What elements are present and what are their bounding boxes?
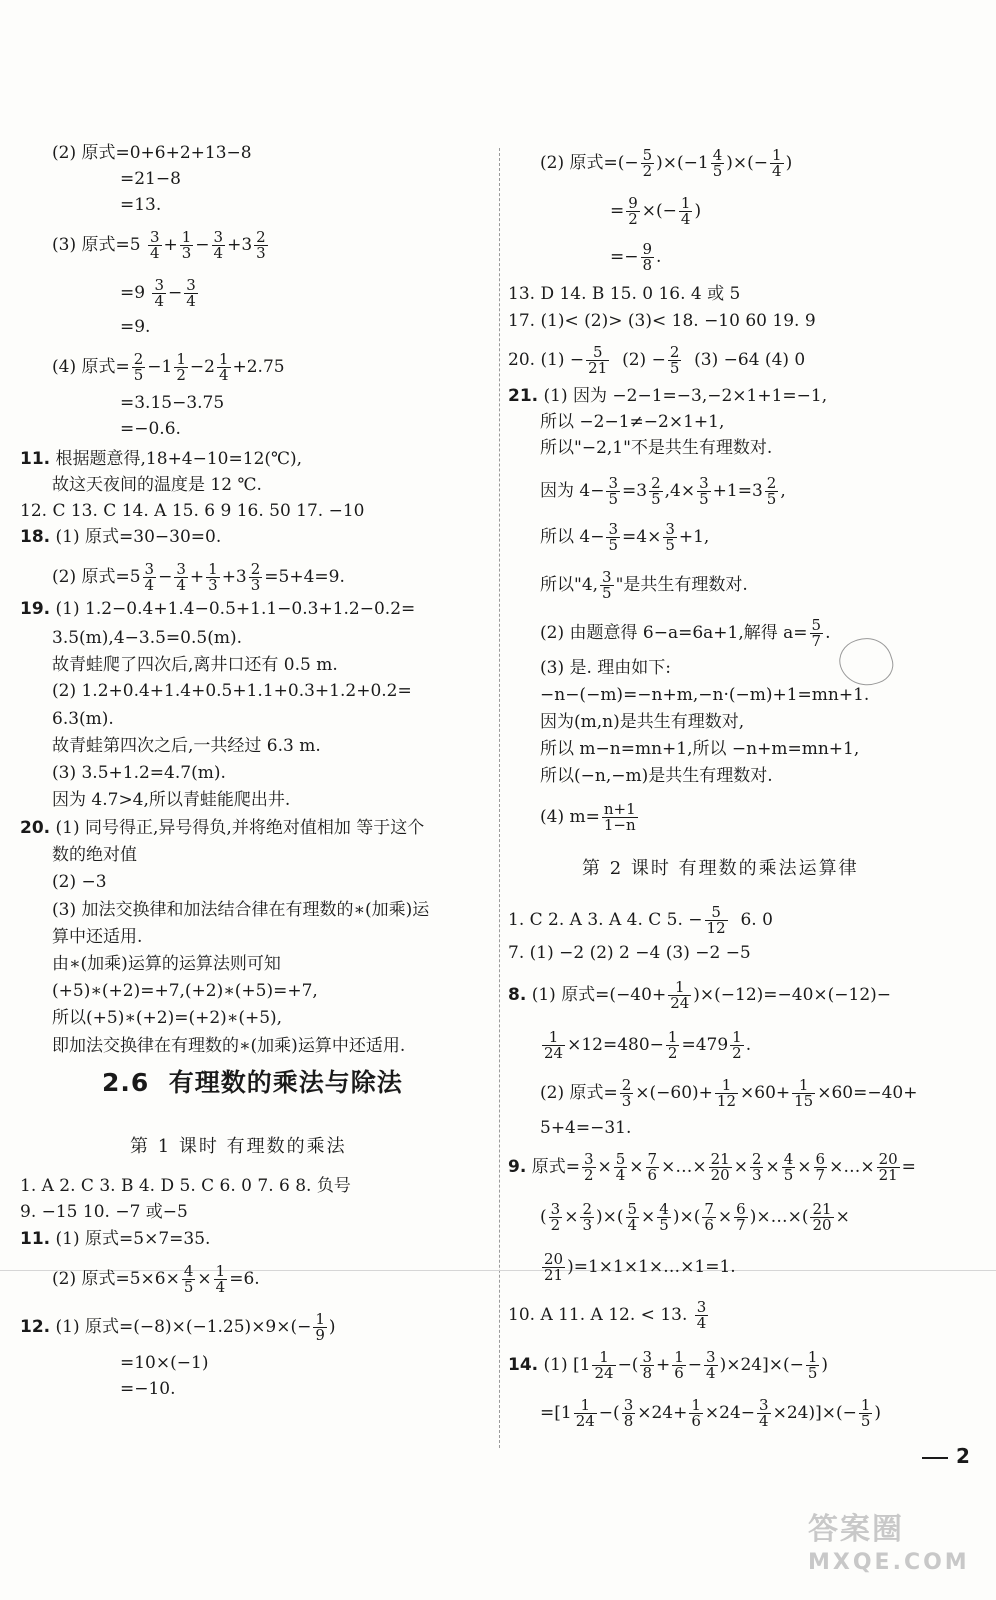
fraction: $\frac{1}{6}$ xyxy=(691,1396,701,1430)
line xyxy=(508,385,827,407)
fraction: $\frac{9}{2}$ xyxy=(628,194,638,228)
question-number: 8. xyxy=(508,985,527,1005)
fraction: $\frac{1}{15}$ xyxy=(794,1076,814,1110)
fraction: $\frac{1}{5}$ xyxy=(860,1396,871,1430)
fraction: $\frac{3}{5}$ xyxy=(602,568,612,602)
text: 6. 0 xyxy=(740,910,773,930)
fraction: $\frac{7}{6}$ xyxy=(647,1150,658,1184)
text: 20. (1) − xyxy=(508,350,585,370)
line xyxy=(20,1228,210,1250)
text: (2) 原式=5×6× xyxy=(52,1269,180,1289)
fraction: $\frac{3}{5}$ xyxy=(608,474,619,508)
page-dash xyxy=(922,1457,948,1459)
fraction: $\frac{1}{24}$ xyxy=(594,1348,614,1382)
text: )×(− xyxy=(726,153,769,173)
line xyxy=(20,448,302,470)
line: 所以(+5)∗(+2)=(+2)∗(+5), xyxy=(52,1008,283,1028)
watermark-line2: MXQE.COM xyxy=(808,1550,970,1575)
text: (2) 原式= xyxy=(540,1083,618,1103)
line xyxy=(540,570,748,601)
fraction: $\frac{n+1}{1-n}$ xyxy=(603,800,636,834)
line: (2) 原式=0+6+2+13−8 xyxy=(52,143,252,163)
fraction: $\frac{5}{7}$ xyxy=(811,616,822,650)
fraction: $\frac{2}{5}$ xyxy=(766,474,777,508)
line: =−0.6. xyxy=(120,419,181,439)
text: (1) 因为 −2−1=−3,−2×1+1=−1, xyxy=(543,386,828,406)
text: ,4× xyxy=(664,481,696,501)
answer-row: 12. C 13. C 14. A 15. 6 9 16. 50 17. −10 xyxy=(20,501,365,521)
fraction: $\frac{3}{8}$ xyxy=(623,1396,634,1430)
line: 14. (1) [1 $\frac{1}{24}$ −( $\frac{3}{8}$ + $\frac{1}{6}$ − $\frac{3}{4}$ )×24]×(− $\frac{1}{5}$ ) xyxy=(508,1348,829,1382)
answer-row: 13. D 14. B 15. 0 16. 4 或 5 xyxy=(508,284,741,304)
line: (2) 原式=5 $\frac{3}{4}$ − $\frac{3}{4}$ + $\frac{1}{3}$ +3 $\frac{2}{3}$ =5+4=9. xyxy=(52,560,345,594)
fraction: $\frac{21}{20}$ xyxy=(710,1150,730,1184)
line xyxy=(540,522,709,553)
text: =3 xyxy=(622,481,648,501)
fraction: $\frac{3}{4}$ xyxy=(186,276,196,310)
question-number: 18. xyxy=(20,527,51,547)
fraction: $\frac{1}{12}$ xyxy=(716,1076,737,1110)
section-title: 有理数的乘法与除法 xyxy=(168,1068,403,1097)
text: 根据题意得,18+4−10=12(℃), xyxy=(55,449,303,469)
fraction: $\frac{1}{2}$ xyxy=(667,1028,678,1062)
section-heading xyxy=(102,1063,403,1099)
text: =− xyxy=(610,247,639,267)
line: 由∗(加乘)运算的运算法则可知 xyxy=(52,954,281,974)
text: ×12=480− xyxy=(567,1035,664,1055)
question-number: 9. xyxy=(508,1157,527,1177)
fraction: $\frac{5}{4}$ xyxy=(615,1150,626,1184)
text: (4) m= xyxy=(540,807,600,827)
line: = $\frac{9}{2}$ ×(− $\frac{1}{4}$ ) xyxy=(610,194,702,228)
fraction: $\frac{1}{6}$ xyxy=(674,1348,684,1382)
line: ( $\frac{3}{2}$ × $\frac{2}{3}$ )×( $\frac{5}{4}$ × $\frac{4}{5}$ )×( $\frac{7}{6}$ × $\frac{6}{7}$ )×…×( $\frac{21}{20}$ × xyxy=(540,1200,850,1234)
text: +2.75 xyxy=(232,357,285,377)
text: (4) 原式= xyxy=(52,357,130,377)
fraction: $\frac{1}{24}$ xyxy=(670,978,690,1012)
line xyxy=(20,598,415,620)
answer-row: 17. (1)< (2)> (3)< 18. −10 60 19. 9 xyxy=(508,311,816,331)
fraction: $\frac{1}{24}$ xyxy=(544,1028,564,1062)
line: 故青蛙第四次之后,一共经过 6.3 m. xyxy=(52,736,321,756)
answer-row: 1. A 2. C 3. B 4. D 5. C 6. 0 7. 6 8. 负号 xyxy=(20,1176,351,1196)
fraction: $\frac{4}{5}$ xyxy=(712,146,723,180)
fraction: $\frac{1}{2}$ xyxy=(732,1028,742,1062)
line: 所以 −2−1≠−2×1+1, xyxy=(540,412,725,432)
answer-row: 9. −15 10. −7 或−5 xyxy=(20,1202,188,1222)
text: =[1 xyxy=(540,1403,572,1423)
line: (+5)∗(+2)=+7,(+2)∗(+5)=+7, xyxy=(52,981,318,1001)
text: 原式= xyxy=(531,1157,580,1177)
text: =4× xyxy=(622,527,662,547)
fraction: $\frac{2}{3}$ xyxy=(621,1076,632,1110)
text: +1=3 xyxy=(712,481,763,501)
fraction: $\frac{3}{4}$ xyxy=(149,228,160,262)
line: 故这天夜间的温度是 12 ℃. xyxy=(52,475,262,495)
line: 3.5(m),4−3.5=0.5(m). xyxy=(52,628,242,648)
fraction: $\frac{2}{5}$ xyxy=(669,343,680,377)
fraction: $\frac{1}{4}$ xyxy=(680,194,691,228)
line: (4) 原式= $\frac{2}{5}$ −1 $\frac{1}{2}$ −2 $\frac{1}{4}$ +2.75 xyxy=(52,350,285,384)
text: =5+4=9. xyxy=(264,567,345,587)
text: ×60=−40+ xyxy=(817,1083,918,1103)
line xyxy=(540,1078,917,1109)
fraction: $\frac{1}{5}$ xyxy=(807,1348,818,1382)
line: 所以"−2,1"不是共生有理数对. xyxy=(540,438,773,458)
line: (2) 原式=(− $\frac{5}{2}$ )×(−1 $\frac{4}{5}$ )×(− $\frac{1}{4}$ ) xyxy=(540,146,793,180)
text: =1×1×1×…×1=1. xyxy=(573,1257,736,1277)
fraction: $\frac{5}{21}$ xyxy=(588,343,608,377)
line: −n−(−m)=−n+m,−n·(−m)+1=mn+1. xyxy=(540,685,870,705)
fraction: $\frac{7}{6}$ xyxy=(704,1200,714,1234)
line: 因为 4− $\frac{3}{5}$ =3 $\frac{2}{5}$ ,4× $\frac{3}{5}$ +1=3 $\frac{2}{5}$ , xyxy=(540,474,786,508)
text: (1) 1.2−0.4+1.4−0.5+1.1−0.3+1.2−0.2= xyxy=(55,599,416,619)
fraction: $\frac{2}{3}$ xyxy=(250,560,261,594)
fraction: $\frac{3}{4}$ xyxy=(213,228,224,262)
watermark-logo xyxy=(808,1504,988,1594)
fraction: $\frac{2}{3}$ xyxy=(751,1150,762,1184)
text: (1) 原式=(−40+ xyxy=(531,985,667,1005)
line: 算中还适用. xyxy=(52,927,143,947)
fraction: $\frac{5}{2}$ xyxy=(642,146,653,180)
question-number: 19. xyxy=(20,599,51,619)
fraction: $\frac{5}{4}$ xyxy=(627,1200,638,1234)
lesson-title: 第 1 课时 有理数的乘法 xyxy=(130,1136,347,1157)
line: $\frac{20}{21}$ )=1×1×1×…×1=1. xyxy=(544,1250,736,1284)
line: (3) 原式=5 $\frac{3}{4}$ + $\frac{1}{3}$ − $\frac{3}{4}$ +3 $\frac{2}{3}$ xyxy=(52,228,266,262)
text: ×(− xyxy=(641,201,677,221)
lesson-title: 第 2 课时 有理数的乘法运算律 xyxy=(582,858,859,879)
line xyxy=(20,817,424,839)
text: (1) 原式=30−30=0. xyxy=(55,527,222,547)
fraction: $\frac{2}{3}$ xyxy=(256,228,266,262)
fraction: $\frac{20}{21}$ xyxy=(878,1150,898,1184)
text: (3) 原式=5 xyxy=(52,235,141,255)
page-number xyxy=(922,1444,970,1468)
text: (1) 原式=5×7=35. xyxy=(55,1229,211,1249)
text: 1. C 2. A 3. A 4. C 5. − xyxy=(508,910,703,930)
text: 所以 4− xyxy=(540,527,605,547)
fraction: $\frac{3}{4}$ xyxy=(154,276,165,310)
fraction: $\frac{3}{4}$ xyxy=(696,1298,707,1332)
text: =9 xyxy=(120,283,146,303)
line: (2) 原式=5×6× $\frac{4}{5}$ × $\frac{1}{4}$ =6. xyxy=(52,1262,260,1296)
fraction: $\frac{2}{3}$ xyxy=(582,1200,592,1234)
line: =−10. xyxy=(120,1379,176,1399)
line: 所以(−n,−m)是共生有理数对. xyxy=(540,766,773,786)
question-number: 14. xyxy=(508,1355,539,1375)
line xyxy=(20,526,221,548)
text: ×60+ xyxy=(740,1083,791,1103)
fraction: $\frac{1}{3}$ xyxy=(208,560,218,594)
text: (2) 原式=5 xyxy=(52,567,141,587)
text: (2) − xyxy=(622,350,666,370)
question-number: 20. xyxy=(20,818,51,838)
fraction: $\frac{3}{4}$ xyxy=(176,560,186,594)
fraction: $\frac{1}{4}$ xyxy=(218,350,229,384)
line: (3) 加法交换律和加法结合律在有理数的∗(加乘)运 xyxy=(52,900,430,920)
fraction: $\frac{3}{4}$ xyxy=(706,1348,716,1382)
line: =9 $\frac{3}{4}$ − $\frac{3}{4}$ xyxy=(120,276,196,310)
text: (1) 原式=(−8)×(−1.25)×9×(− xyxy=(55,1317,312,1337)
line: 9. 原式= $\frac{3}{2}$ × $\frac{5}{4}$ × $\frac{7}{6}$ ×…× $\frac{21}{20}$ × $\frac{2}{3}$ × $\frac{4}{5}$ × $\frac{6}{7}$ ×…× $\frac{20}{21}$ = xyxy=(508,1150,916,1184)
text: )×(−1 xyxy=(656,153,709,173)
section-number: 2.6 xyxy=(102,1068,150,1097)
fraction: $\frac{2}{5}$ xyxy=(651,474,661,508)
text: +1, xyxy=(678,527,710,547)
answer-row xyxy=(508,905,773,936)
fraction: $\frac{3}{5}$ xyxy=(699,474,709,508)
line: =10×(−1) xyxy=(120,1353,209,1373)
fraction: $\frac{1}{4}$ xyxy=(772,146,782,180)
line: (3) 3.5+1.2=4.7(m). xyxy=(52,763,226,783)
fraction: $\frac{4}{5}$ xyxy=(783,1150,794,1184)
text: =6. xyxy=(229,1269,260,1289)
question-number: 11. xyxy=(20,1229,51,1249)
line xyxy=(540,802,640,833)
line: (2) 1.2+0.4+1.4+0.5+1.1+0.3+1.2+0.2= xyxy=(52,681,412,701)
line: (2) −3 xyxy=(52,872,107,892)
text: (1) 同号得正,异号得负,并将绝对值相加 等于这个 xyxy=(55,818,425,838)
text: (2) 原式=(− xyxy=(540,153,639,173)
text: "是共生有理数对. xyxy=(615,575,748,595)
fraction: $\frac{3}{4}$ xyxy=(759,1396,769,1430)
fraction: $\frac{5}{12}$ xyxy=(706,903,726,937)
answer-row xyxy=(508,345,805,376)
fraction: $\frac{3}{4}$ xyxy=(144,560,155,594)
text: = xyxy=(610,201,625,221)
fraction: $\frac{1}{3}$ xyxy=(181,228,192,262)
line: 因为(m,n)是共生有理数对, xyxy=(540,712,745,732)
line: 故青蛙爬了四次后,离井口还有 0.5 m. xyxy=(52,655,338,675)
question-number: 21. xyxy=(508,386,539,406)
text: )×(−12)=−40×(−12)− xyxy=(693,985,892,1005)
fraction: $\frac{6}{7}$ xyxy=(736,1200,746,1234)
fraction: $\frac{3}{5}$ xyxy=(608,520,619,554)
line: =9. xyxy=(120,317,151,337)
line: =13. xyxy=(120,195,162,215)
watermark-line1: 答案圈 xyxy=(808,1512,904,1547)
line: =3.15−3.75 xyxy=(120,393,225,413)
answer-row xyxy=(508,1300,710,1331)
text: (1) [1 xyxy=(543,1355,591,1375)
line: 数的绝对值 xyxy=(52,845,137,865)
fraction: $\frac{3}{2}$ xyxy=(550,1200,561,1234)
fraction: $\frac{2}{5}$ xyxy=(133,350,144,384)
fraction: $\frac{3}{5}$ xyxy=(665,520,675,554)
line: 即加法交换律在有理数的∗(加乘)运算中还适用. xyxy=(52,1036,406,1056)
line: $\frac{1}{24}$ ×12=480− $\frac{1}{2}$ =479 $\frac{1}{2}$ . xyxy=(544,1028,752,1062)
fraction: $\frac{1}{9}$ xyxy=(315,1310,325,1344)
fraction: $\frac{21}{20}$ xyxy=(812,1200,832,1234)
line: (3) 是. 理由如下: xyxy=(540,658,672,678)
column-divider xyxy=(499,148,500,1448)
line: 6.3(m). xyxy=(52,709,114,729)
line: 因为 4.7>4,所以青蛙能爬出井. xyxy=(52,790,291,810)
fraction: $\frac{1}{4}$ xyxy=(215,1262,226,1296)
fraction: $\frac{3}{8}$ xyxy=(642,1348,652,1382)
text: 10. A 11. A 12. < 13. xyxy=(508,1305,688,1325)
text: 所以"4, xyxy=(540,575,599,595)
fraction: $\frac{20}{21}$ xyxy=(544,1250,564,1284)
fraction: $\frac{3}{2}$ xyxy=(583,1150,594,1184)
fraction: $\frac{1}{24}$ xyxy=(575,1396,595,1430)
text: =479 xyxy=(681,1035,729,1055)
text: (2) 由题意得 6−a=6a+1,解得 a= xyxy=(540,623,808,643)
text: 因为 4− xyxy=(540,481,605,501)
question-number: 11. xyxy=(20,449,51,469)
line: =[1 $\frac{1}{24}$ −( $\frac{3}{8}$ ×24+ $\frac{1}{6}$ ×24− $\frac{3}{4}$ ×24)]×(− $\frac{1}{5}$ ) xyxy=(540,1396,882,1430)
fraction: $\frac{1}{2}$ xyxy=(176,350,186,384)
line: 12. (1) 原式=(−8)×(−1.25)×9×(− $\frac{1}{9}$ ) xyxy=(20,1310,336,1344)
text: ×(−60)+ xyxy=(635,1083,713,1103)
fraction: $\frac{6}{7}$ xyxy=(815,1150,826,1184)
answer-row: 7. (1) −2 (2) 2 −4 (3) −2 −5 xyxy=(508,943,751,963)
line: =− $\frac{9}{8}$ . xyxy=(610,240,662,274)
fraction: $\frac{4}{5}$ xyxy=(659,1200,669,1234)
line: =21−8 xyxy=(120,169,181,189)
line xyxy=(508,980,891,1011)
page-number-text: 2 xyxy=(956,1444,970,1468)
question-number: 12. xyxy=(20,1317,51,1337)
line: (2) 由题意得 6−a=6a+1,解得 a= $\frac{5}{7}$ . xyxy=(540,616,831,650)
line: 5+4=−31. xyxy=(540,1118,632,1138)
text: (3) −64 (4) 0 xyxy=(694,350,806,370)
fraction: $\frac{4}{5}$ xyxy=(183,1262,194,1296)
fraction: $\frac{9}{8}$ xyxy=(642,240,653,274)
line: 所以 m−n=mn+1,所以 −n+m=mn+1, xyxy=(540,739,860,759)
